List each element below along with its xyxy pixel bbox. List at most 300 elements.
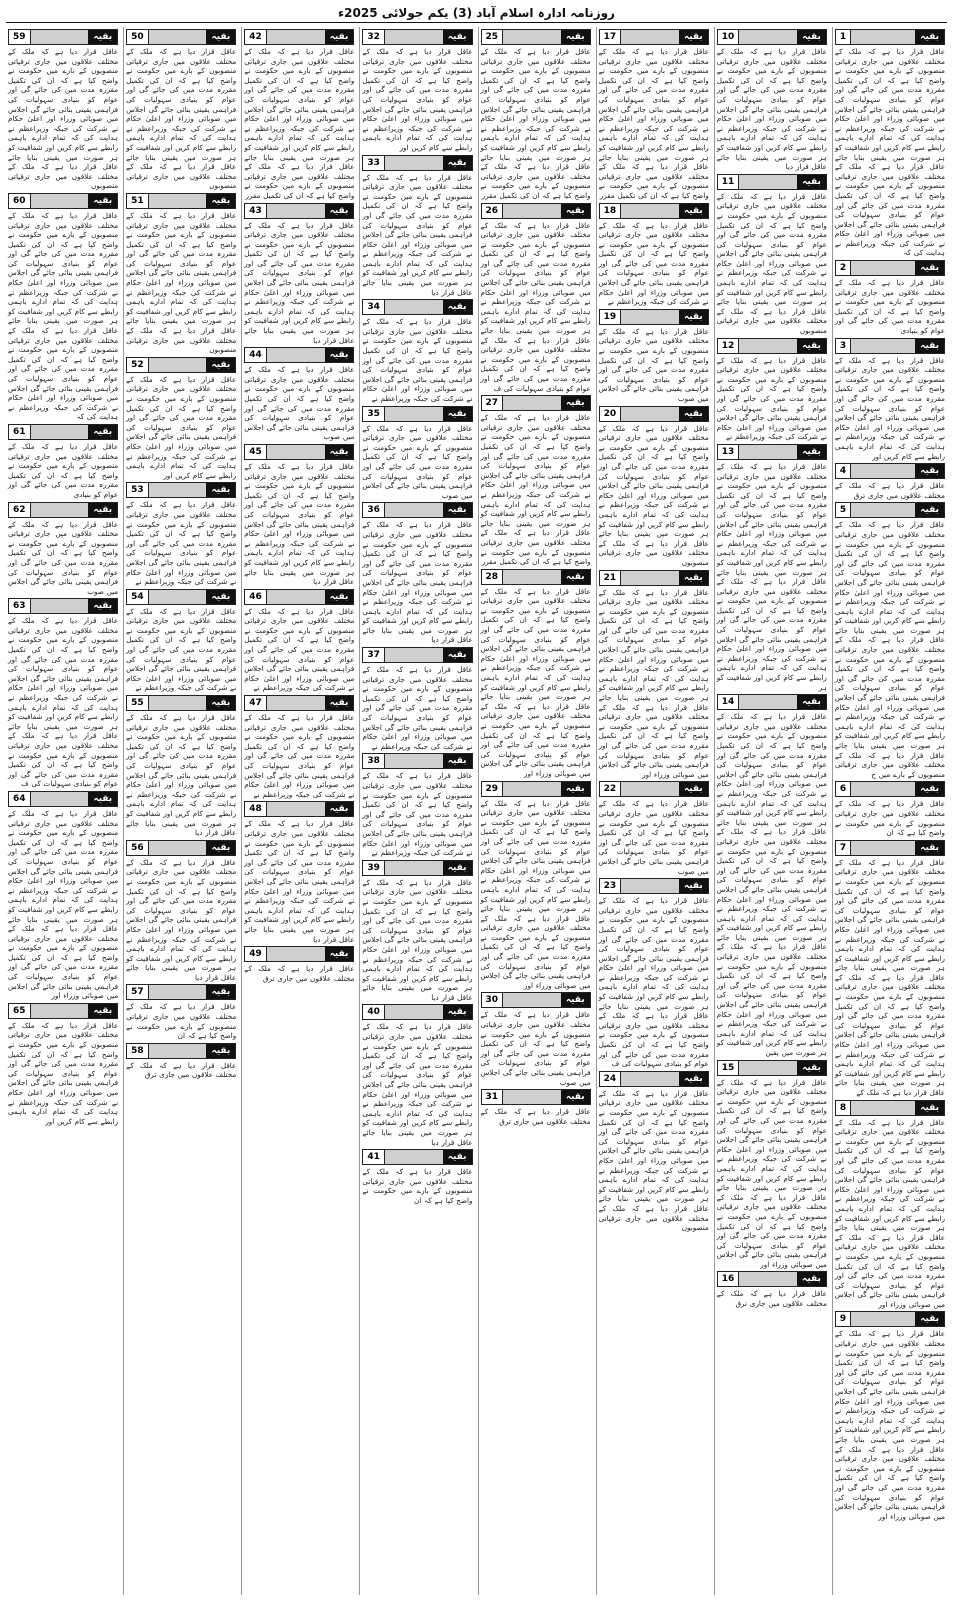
article-text: عاقل قرار دیا ہے کہ ملک کے مختلف علاقوں میں جاری ترقیاتی منصوبوں کے بارے میں حکومت نے واضح کیا ہے کہ ان کی تکمیل مقررہ مدت میں کی جائے گی اور عوام کو بنیادی سہولیات کی فراہمی یقینی بنائی جائے گی اجلاس میں صوبائی وزراء اور اعلیٰ حکام نے شرکت کی جبکہ وزیراعظم نے ہدایت کی کہ تمام ادارے باہمی رابطے سے کام کریں اور شفافیت کو ہر صورت میں یقینی بنایا جائے عاقل قرار دیا ہے کہ ملک کے مختلف علاقوں میں جاری ترقیاتی منصوبوں (126, 210, 237, 355)
label-bar (621, 310, 679, 324)
continued-word: بقیہ (797, 30, 826, 44)
continued-label (362, 1004, 472, 1020)
label-bar (851, 1101, 915, 1115)
continued-item (244, 589, 354, 693)
continued-item (717, 1060, 827, 1270)
article-text: عاقل قرار دیا ہے کہ ملک کے مختلف علاقوں میں جاری ترقیاتی منصوبوں کے بارے میں حکومت نے واضح کیا ہے کہ ان کی تکمیل مقررہ مدت میں کی جائے گی اور عوام کو بنیادی سہولیات کی فراہمی یقینی بنائی جائے گی اجلاس میں صوبائی وزراء اور اعلیٰ حکام نے شرکت کی جبکہ وزیراعظم نے ہدایت کی کہ تمام ادارے باہمی رابطے سے کام کریں اور (834, 355, 945, 461)
continued-item (362, 155, 472, 298)
article-text: عاقل قرار دیا ہے کہ ملک کے مختلف علاقوں میں جاری ترقیاتی منصوبوں کے بارے میں حکومت نے واضح کیا ہے کہ ان (126, 1002, 237, 1041)
label-bar (385, 300, 443, 314)
continued-label (126, 357, 236, 373)
article-text: عاقل قرار دیا ہے کہ ملک کے مختلف علاقوں میں جاری ترقیاتی منصوبوں کے بارے میں حکومت نے واضح کیا ہے کہ ان کی تکمیل مقررہ مدت میں کی جائے گی اور عوام کو بنیادی سہولیات کی فراہمی یقینی بنائی جائے گی اجلاس میں صوبائی وزراء اور اعلیٰ حکام نے شرکت کی جبکہ وزیراعظم نے ہدایت کی کہ تمام ادارے باہمی رابطے سے کام کریں اور شفافیت کو ہر صورت میں یقینی بنایا جائے عاقل قرار دیا ہے کہ ملک کے مختلف علاقوں میں جاری ترقیاتی منصوبوں کے بارے میں حکومت نے واضح کیا ہے کہ ان کی تکمیل مقررہ مدت میں کی جائے گی اور عوام کو بنیادی سہولیات کی فراہمی یقینی بنائی جائے گی اجلاس میں صوبائی وزراء اور اعلیٰ حکام نے شرکت کی جبکہ وزیراعظم نے ہدایت کی کہ تمام ادارے باہمی رابطے سے کام کریں اور شفافیت کو ہر صورت میں یقینی بنایا جائے عاقل قرار دیا ہے کہ ملک کے (834, 857, 945, 1097)
continued-item (362, 647, 472, 751)
continued-item (481, 1089, 591, 1126)
label-bar (31, 194, 89, 208)
continued-item (126, 695, 236, 838)
continued-label (835, 502, 945, 518)
continued-word: بقیہ (797, 695, 826, 709)
label-bar (267, 348, 325, 362)
article-text: عاقل قرار دیا ہے کہ ملک کے مختلف علاقوں میں جاری ترقیاتی منصوبوں کے بارے میں حکومت نے واضح کیا ہے کہ ان کی تکمیل مقررہ مدت میں کی جائے گی اور عوام کو بنیادی سہولیات کی فراہمی یقینی بنائی جائے گی اجلاس میں صوبائی وزراء اور اعلیٰ حکام نے شرکت کی جبکہ وزیراعظم نے ہدایت کی کہ تمام ادارے باہمی رابطے سے کام کریں اور شفافیت کو ہر صورت میں یقینی بنایا جائے عاقل قرار دیا ہے کہ ملک کے مختلف علاقوں میں جاری ترقیاتی منصوبوں کے بارے میں حکومت نے واضح کیا ہے کہ ان کی تکمیل مقرر (480, 413, 591, 567)
continued-label (8, 29, 118, 45)
continued-number: 54 (127, 590, 149, 604)
continued-label (126, 29, 236, 45)
continued-number: 55 (127, 696, 149, 710)
label-bar (267, 445, 325, 459)
continued-number: 21 (600, 571, 622, 585)
article-text: عاقل قرار دیا ہے کہ ملک کے مختلف علاقوں میں جاری ترقیاتی منصوبوں کے بارے میں حکومت نے واضح کیا ہے کہ ان کی تکمیل مقررہ مدت میں کی جائے گی اور عوام کو بنیادی سہولیات کی فراہمی یقینی بنائی جائے گی اجلاس میں صوبائی وزراء اور اعلیٰ حکام نے شرکت کی جبکہ وزیراعظم نے ہدایت کی کہ تمام ادارے باہمی رابطے سے کام کریں اور شفافیت کو ہر صورت میں یقینی بنایا جائے عاقل قرار دیا ہے کہ ملک کے مختلف علاقوں میں جاری ترقیاتی منصوبوں کے بارے میں حکومت نے واضح کیا ہے کہ ان کی تکمیل مقررہ مدت میں کی جائے گی اور عوام کو بنیادی سہولیات کی فراہمی یقینی بنائی جائے گی اجلاس میں صوبائی وزراء اور (598, 587, 709, 779)
continued-word: بقیہ (88, 194, 117, 208)
continued-word: بقیہ (88, 503, 117, 517)
continued-word: بقیہ (561, 1090, 590, 1104)
continued-item (126, 589, 236, 693)
article-text: عاقل قرار دیا ہے کہ ملک کے مختلف علاقوں میں جاری ترقیاتی منصوبوں کے بارے میں حکومت نے واضح کیا ہے کہ ان کی تکمیل مقررہ مدت میں کی جائے گی اور عوام کو بنیادی سہولیات کی فراہمی یقینی بنائی جائے گی اجلاس میں صوبائی وزراء اور اعلیٰ حکام نے شرکت کی جبکہ وزیراعظم نے ہدایت کی کہ تمام ادارے باہمی رابطے سے کام کریں اور شفافیت کو ہر صورت میں یقینی بنایا جائے عاقل قرار دیا ہے کہ ملک کے مختلف علاقوں میں جاری ترقیاتی منصوبوں کے بارے میں حکومت نے واضح کیا ہے کہ ان کی تکمیل مقررہ مدت میں کی جائے گی اور عوام کو بنیادی سہولیات کی فراہمی یقینی بنائی جائے گی اجلاس میں صوبائی وزراء اور (834, 1117, 945, 1309)
label-bar (385, 1150, 443, 1164)
continued-word: بقیہ (88, 599, 117, 613)
article-text: عاقل قرار دیا ہے کہ ملک کے مختلف علاقوں میں جاری ترقیاتی منصوبوں کے بارے میں حکومت نے واضح کیا ہے کہ ان کی تکمیل مقررہ مدت میں کی جائے گی اور عوام کو بنیادی سہولیات کی فراہمی یقینی بنائی جائے گی اجلاس میں صوبائی وزراء اور اعلیٰ حکام نے شرکت کی جبکہ وزیراعظم نے ہدایت کی کہ تمام ادارے باہمی رابطے سے کام کریں اور شفافیت کو ہر صورت میں یقینی بنایا جائے عاقل قرار دیا ہے کہ ملک کے مختلف علاقوں میں جاری ترقیاتی منصوبوں کے بارے میں حکومت نے واضح کیا ہے کہ ان کی تکمیل مقررہ مدت میں کی جائے گی اور عوام کو بنیادی سہولیات کی ف (8, 616, 119, 789)
article-text: عاقل قرار دیا ہے کہ ملک کے مختلف علاقوں میں جاری ترقیاتی منصوبوں کے بارے میں حکومت نے واضح کیا ہے کہ ان کی تکمیل مقررہ مدت میں کی جائے گی اور عوام کو بنیادی (8, 441, 119, 499)
continued-item (599, 1071, 709, 1233)
continued-label (599, 878, 709, 894)
continued-number: 56 (127, 841, 149, 855)
continued-item (244, 29, 354, 201)
continued-number: 53 (127, 483, 149, 497)
text-column (832, 27, 947, 1595)
article-text: عاقل قرار دیا ہے کہ ملک کے مختلف علاقوں میں جاری ترقیاتی منصوبوں کے بارے میں حکومت نے واضح کیا ہے کہ ان کی تکمیل مقررہ مدت میں کی جائے گی اور عوام کو بنیادی سہولیات کی فراہمی یقینی بنائی جائے گی اجلاس میں صوبائی وزراء اور اعلیٰ حکام نے شرکت کی جبکہ وزیراعظم نے ہدایت کی کہ تمام ادارے باہمی رابطے سے کام کریں اور شفافیت کو ہر صورت میں یقینی بنایا جائے عاقل قرار دیا ہے کہ ملک کے مختلف علاقوں میں جاری ترقیاتی منصوبوں (8, 47, 119, 191)
label-bar (503, 570, 561, 584)
continued-label (244, 347, 354, 363)
article-text: عاقل قرار دیا ہے کہ ملک کے مختلف علاقوں میں جاری ترقیاتی منصوبوں کے بارے میں حکومت نے واضح کیا ہے کہ ان کی تکمیل مقررہ مدت میں کی جائے گی اور عوام کو بنیادی سہولیات کی فراہمی یقینی بنائی جائے گی اجلاس میں صوبائی وزراء اور اعلیٰ حکام نے شرکت کی جبکہ وزیراعظم نے ہدایت کی کہ تمام ادارے باہمی رابطے سے کام کریں اور شفافیت کو ہر صورت میں یقینی بنایا جائے عاقل قرار دیا ہے کہ ملک کے مختلف علاقوں میں جاری ترقیاتی منصوبوں کے بارے میں حکومت نے واضح کیا ہے کہ ان کی تکمیل مقررہ مدت میں کی جائے گی اور عوام کو بنیادی سہولیات کی فراہمی یقینی بنائی جائے گی اجلاس میں صوبائی وزراء اور (716, 1077, 827, 1269)
label-bar (149, 358, 207, 372)
continued-item (481, 569, 591, 779)
article-text: عاقل قرار دیا ہے کہ ملک کے مختلف علاقوں میں جاری ترقیاتی منصوبوں کے بارے میں حکومت نے واضح کیا ہے کہ ان کی تکمیل مقررہ مدت میں کی جائے گی اور عوام کو بنیادی سہولیات کی فراہمی یقینی بنائی جائے گی اجلاس میں صوبائی وزراء اور اعلیٰ حکام نے شرکت کی جبکہ وزیراعظم نے ہدایت کی کہ تمام ادارے باہمی رابطے سے کام کریں اور شفافیت کو ہر صورت میں یقینی بنایا جائے عاقل قرار دیا ہے کہ ملک کے مختلف علاقوں میں جاری ترقیاتی منصوبوں کے بارے میں حکومت نے واضح کیا ہے کہ ان کی تکمیل مقررہ مدت میں کی جائے گی اور عوام کو بنیادی سہولیات کی ف (480, 220, 591, 393)
continued-number: 13 (718, 445, 740, 459)
continued-number: 62 (9, 503, 31, 517)
continued-word: بقیہ (679, 310, 708, 324)
article-text: عاقل قرار دیا ہے کہ ملک کے مختلف علاقوں میں جاری ترقیاتی منصوبوں کے بارے میں حکومت نے واضح کیا ہے کہ ان کی تکمیل مقررہ مدت میں کی جائے گی اور عوام کو بنیادی سہولیات کی فراہمی یقینی بنائی جائے گی اجلاس میں صوبائی وزراء اور اعلیٰ حکام نے شرکت کی جبکہ وزیراعظم نے ہدایت کی کہ تمام ادارے باہمی رابطے سے کام کریں اور شفافیت کو ہر صورت میں یقینی بنایا جائے عاقل قرار دیا ہے کہ ملک کے مختلف علاقوں میں جاری ترقیاتی منصوبوں کے بارے میں حکومت نے واضح کیا ہے کہ ان کی تکمیل مقررہ مدت میں کی جائے گی اور عوام کو بنیادی سہولیات کی فراہمی یقینی بنائی جائے گی اجلاس میں صوبائی وزراء اور (480, 798, 591, 990)
continued-word: بقیہ (915, 339, 944, 353)
label-bar (31, 792, 89, 806)
label-bar (621, 571, 679, 585)
article-text: عاقل قرار دیا ہے کہ ملک کے مختلف علاقوں میں جاری ترقیاتی منصوبوں کے بارے میں حکومت نے واضح کیا ہے کہ ان کی تکمیل مقررہ مدت میں کی جائے گی اور عوام کو بنیادی سہولیات کی فراہمی یقینی بنائی جائے گی اجلاس میں صوبائی وزراء اور اعلیٰ حکام نے شرکت کی جبکہ وزیراعظم نے (126, 606, 237, 693)
label-bar (621, 1072, 679, 1086)
continued-number: 48 (245, 802, 267, 816)
continued-number: 35 (363, 407, 385, 421)
label-bar (851, 503, 915, 517)
continued-label (362, 860, 472, 876)
continued-number: 36 (363, 503, 385, 517)
continued-number: 7 (836, 841, 851, 855)
continued-item (8, 598, 118, 789)
continued-label (244, 203, 354, 219)
label-bar (503, 396, 561, 410)
continued-label (244, 589, 354, 605)
label-bar (851, 339, 915, 353)
continued-number: 11 (718, 175, 740, 189)
continued-word: بقیہ (443, 861, 472, 875)
label-bar (385, 156, 443, 170)
continued-word: بقیہ (679, 204, 708, 218)
continued-word: بقیہ (915, 261, 944, 275)
continued-label (362, 29, 472, 45)
article-text: عاقل قرار دیا ہے کہ ملک کے مختلف علاقوں میں جاری ترقیاتی منصوبوں کے بارے میں حکومت نے واضح کیا ہے کہ ان کی تکمیل مقررہ مدت میں کی جائے گی اور عوام کو بنیادی سہولیات کی فراہمی یقینی بنائی جائے گی اجلاس میں صوب (244, 365, 355, 442)
label-bar (149, 30, 207, 44)
continued-word: بقیہ (443, 503, 472, 517)
continued-number: 41 (363, 1150, 385, 1164)
continued-word: بقیہ (679, 879, 708, 893)
continued-label (8, 193, 118, 209)
continued-word: بقیہ (797, 1272, 826, 1286)
article-text: عاقل قرار دیا ہے کہ ملک کے مختلف علاقوں میں جاری ترقیاتی منصوبوں کے بارے میں حکومت نے واضح کیا ہے کہ ان کی تکمیل مقررہ مدت میں کی جائے گی اور عوام کو بنیادی سہولیات کی فراہمی یقینی بنائی جائے گی اجلاس میں صوبائی وزراء اور اعلیٰ حکام نے شرکت کی جبکہ وزیراعظم نے ہدایت کی کہ تمام ادارے باہمی رابطے سے کام کریں اور شفافیت کو ہر صورت میں یقینی بنایا جائے عاقل قرار دیا (244, 220, 355, 345)
continued-word: بقیہ (88, 30, 117, 44)
article-text: عاقل قرار دیا ہے کہ ملک کے مختلف علاقوں میں جاری ترقیاتی منصوبوں کے بارے میں حکومت نے واضح کیا ہے کہ ان کی تکمیل مقررہ مدت میں کی جائے گی اور عوام کو بنیادی سہولیات کی فراہمی یقینی بنائی جائے گی اجلاس میں صوبائی وزراء اور اعلیٰ حکام نے شرکت کی جبکہ وزیراعظم نے ہدایت کی کہ تمام ادارے باہمی رابطے سے کام کریں اور (126, 374, 237, 480)
continued-label (599, 203, 709, 219)
continued-word: بقیہ (325, 590, 354, 604)
continued-item (126, 357, 236, 481)
continued-number: 57 (127, 985, 149, 999)
label-bar (385, 30, 443, 44)
continued-label (717, 29, 827, 45)
continued-word: بقیہ (443, 30, 472, 44)
label-bar (851, 782, 915, 796)
continued-word: بقیہ (206, 483, 235, 497)
article-text: عاقل قرار دیا ہے کہ ملک کے مختلف علاقوں میں جاری ترقیاتی منصوبوں کے بارے میں حکومت نے واضح کیا ہے کہ ان کی تکمیل مقررہ مدت میں کی جائے گی اور عوام کو بنیادی سہولیات کی فراہمی یقینی بنائی جائے گی اجلاس میں صوبائی وزراء اور اعلیٰ حکام نے شرکت کی جبکہ وزیراعظم نے ہدایت کی کہ تمام ادارے باہمی رابطے سے کام کریں اور (362, 47, 473, 152)
label-bar (31, 503, 89, 517)
continued-number: 9 (836, 1312, 851, 1326)
label-bar (621, 204, 679, 218)
continued-word: بقیہ (797, 339, 826, 353)
continued-number: 4 (836, 464, 851, 478)
article-text: عاقل قرار دیا ہے کہ ملک کے مختلف علاقوں میں جاری ترقیاتی منصوبوں کے بارے میں حکومت نے واضح کیا ہے کہ ان کی تکمیل مقررہ مدت میں کی جائے گی اور عوام کو بنیادی سہولیات کی فراہمی یقینی بنائی جائے گی اجلاس میں صوب (480, 1010, 591, 1087)
label-bar (503, 30, 561, 44)
continued-label (8, 424, 118, 440)
article-text: عاقل قرار دیا ہے کہ ملک کے مختلف علاقوں میں جاری ترقیاتی منصوبوں کے بارے میں حکومت نے واضح کیا ہے کہ ان کی تکمیل مقررہ مدت میں کی جائے گی اور عوام کو بنیادی سہولیات کی فراہمی یقینی بنائی جائے گی اجلاس میں صوبائی وزراء اور اعلیٰ حکام نے شرکت کی جبکہ وزیراعظم نے (362, 665, 473, 751)
label-bar (851, 261, 915, 275)
continued-number: 42 (245, 30, 267, 44)
article-text: عاقل قرار دیا ہے کہ ملک کے مختلف علاقوں میں جاری ترقیاتی منصوبوں کے بارے میں حکومت نے واضح کیا ہے کہ ان کی تکمیل مقررہ مدت میں کی جائے گی اور عوام کو بنیادی سہولیات کی فراہمی یقینی بنائی جائے گی اجلاس میں صوبائی وزراء اور اعلیٰ حکام نے شرکت کی جبکہ وزیراعظم نے ہدایت کی کہ تمام ادارے باہمی رابطے سے کام کریں اور شفافیت کو ہر صورت میں یقینی بنایا جائے عاقل قرار دیا ہے کہ ملک کے مختلف علاقوں میں جاری ترقیاتی منصوبوں کے بارے میں حکومت نے واضح کیا ہے کہ ان کی تکمیل مقررہ مدت میں کی جائے گی اور عوام کو بنیادی سہولیات کی ف (598, 896, 709, 1069)
continued-number: 38 (363, 754, 385, 768)
article-text: عاقل قرار دیا ہے کہ ملک کے مختلف علاقوں میں جاری ترقیاتی منصوبوں کے بارے میں حکومت نے واضح کیا ہے کہ ان کی تکمیل مقررہ مدت میں کی جائے گی اور عوام کو بنیادی سہولیات کی فراہمی یقینی بنائی جائے گی اجلاس میں صوبائی وزراء اور اعلیٰ حکام نے شرکت کی جبکہ وزیراعظم نے ہدایت کی کہ تمام ادارے باہمی رابطے سے کام کریں اور شفافیت کو ہر صورت میں یقینی بنایا جائے عاقل قرار دیا ہے کہ ملک کے مختلف علاقوں میں جاری ترقیاتی منصوبوں کے بارے میں حکومت نے واضح کیا ہے کہ ان کی تکمیل مقرر (480, 47, 591, 200)
continued-label (717, 338, 827, 354)
continued-number: 39 (363, 861, 385, 875)
continued-item (835, 840, 945, 1098)
article-text: عاقل قرار دیا ہے کہ ملک کے مختلف علاقوں میں جاری ترقیاتی منصوبوں کے بارے میں حکومت نے واضح کیا ہے کہ ان کی تکمیل مقررہ مدت میں کی جائے گی اور عوام کو بنیادی سہولیات کی فراہمی یقینی بنائی جائے گی اجلاس میں صوبائی وزراء اور اعلیٰ حکام نے شرکت کی جبکہ وزیراعظم نے (244, 713, 355, 799)
label-bar (385, 1005, 443, 1019)
continued-word: بقیہ (797, 1061, 826, 1075)
continued-label (244, 444, 354, 460)
continued-item (717, 694, 827, 1057)
continued-number: 17 (600, 30, 622, 44)
continued-item (362, 502, 472, 645)
continued-word: بقیہ (325, 348, 354, 362)
continued-number: 27 (482, 396, 504, 410)
label-bar (621, 782, 679, 796)
continued-item (244, 801, 354, 944)
continued-number: 49 (245, 947, 267, 961)
continued-number: 63 (9, 599, 31, 613)
continued-label (362, 299, 472, 315)
article-text: عاقل قرار دیا ہے کہ ملک کے مختلف علاقوں میں جاری ترقیاتی منصوبوں کے بارے میں حکومت نے واضح کیا ہے کہ ان کی تکمیل مقررہ مدت میں کی جائے گی اور عوام کو بنیادی سہولیات کی فراہمی یقینی بنائی جائے گی اجلاس میں صوبائی وزراء اور اعلیٰ حکام نے شرکت کی جبکہ وزیراعظم نے ہدایت کی کہ تمام ادارے باہمی رابطے سے کام کریں اور شفافیت کو ہر صورت میں یقینی بنایا جائے عاقل قرار دیا ہے کہ ملک کے مختلف علاقوں میں جاری ترقیاتی منصوبوں (598, 423, 709, 567)
label-bar (267, 590, 325, 604)
continued-number: 22 (600, 782, 622, 796)
continued-word: بقیہ (206, 696, 235, 710)
continued-word: بقیہ (679, 571, 708, 585)
continued-label (8, 791, 118, 807)
label-bar (739, 1272, 797, 1286)
article-text: عاقل قرار دیا ہے کہ ملک کے مختلف علاقوں میں جاری ترقیاتی منصوبوں کے بارے میں حکومت نے واضح کیا ہے کہ ان کی تکمیل مقررہ مدت میں کی جائے گی اور عوام کو بنیادی سہولیات کی فراہمی یقینی بنائی جائے گی اجلاس میں صوب (598, 799, 709, 876)
article-text: عاقل قرار دیا ہے کہ ملک کے مختلف علاقوں میں جاری ترقیاتی منصوبوں کے بارے میں حکومت نے واضح کیا ہے کہ ان کی تکمیل مقررہ مدت میں کی جائے گی اور عوام کو بنیادی سہولیات کی فراہمی یقینی بنائی جائے گی اجلاس میں صوبائی وزراء اور اعلیٰ حکام نے شرکت کی جبکہ وزیراعظم نے ہدایت کی کہ تمام ادارے باہمی رابطے سے کام کریں اور (8, 1020, 119, 1126)
continued-word: بقیہ (679, 1072, 708, 1086)
continued-number: 10 (718, 30, 740, 44)
continued-label (835, 260, 945, 276)
continued-word: بقیہ (561, 993, 590, 1007)
continued-label (717, 1060, 827, 1076)
text-column (714, 27, 829, 1595)
article-text: عاقل قرار دیا ہے کہ ملک کے مختلف علاقوں میں جاری ترقیاتی منصوبوں کے بارے میں حکومت نے واضح کیا ہے کہ ان کی تکمیل مقررہ مدت میں کی جائے گی اور عوام کو بنیادی سہولیات کی فراہمی یقینی بنائی جائے گی اجلاس میں صوبائی وزراء اور اعلیٰ حکام نے شرکت کی جبکہ وزیراعظم نے (126, 500, 237, 587)
continued-item (835, 29, 945, 258)
continued-label (362, 406, 472, 422)
continued-number: 31 (482, 1090, 504, 1104)
continued-word: بقیہ (325, 204, 354, 218)
continued-item (599, 29, 709, 201)
continued-word: بقیہ (797, 175, 826, 189)
continued-label (599, 406, 709, 422)
article-text: عاقل قرار دیا ہے کہ ملک کے مختلف علاقوں میں جاری ترقیاتی منصوبوں کے بارے میں حکومت نے واضح کیا ہے کہ ان کی تکمیل مقررہ مدت میں کی جائے گی اور عوام کو بنیادی سہولیات کی فراہمی یقینی بنائی جائے گی اجلاس میں صوبائی وزراء اور اعلیٰ حکام نے شرکت کی جبکہ وزیراعظم نے ہدایت کی کہ تمام ادارے باہمی رابطے سے کام کریں اور شفافیت کو ہر صورت میں یقینی بنایا جائے عاقل قرار دیا ہے کہ ملک کے مختلف علاقوں میں جاری ترقیاتی منصوبوں کے بارے میں حکومت نے واضح کیا ہے کہ ان کی تکمیل مقررہ مدت میں کی جائے گی اور عوام کو بنیادی سہولیات کی فراہمی یقینی بنائی جائے گی اجلاس میں صوبائی وزراء اور اعلیٰ حکام نے شرکت کی جبکہ وزیراعظم نے ہدایت کی کہ تمام ادارے باہمی رابطے سے کام کریں اور شفافیت کو ہر صورت میں یقینی بنایا جائے عاقل قرار دیا ہے کہ ملک کے مختلف علاقوں میں جاری ترقیاتی منصوبوں کے بارے میں حکومت نے واضح کیا ہے کہ ان کی تکمیل مقررہ مدت میں کی جائے گی اور عوام کو بنیادی سہولیات کی فراہمی یقینی بنائی جائے گی اجلاس میں صوبائی وزراء اور اعلیٰ حکام نے شرکت کی جبکہ وزیراعظم نے ہدایت کی کہ تمام ادارے باہمی رابطے سے کام کریں اور شفافیت کو ہر صورت میں یقین (716, 712, 827, 1057)
continued-word: بقیہ (443, 300, 472, 314)
continued-item (835, 502, 945, 779)
continued-item (362, 406, 472, 501)
continued-number: 43 (245, 204, 267, 218)
continued-number: 8 (836, 1101, 851, 1115)
label-bar (503, 1090, 561, 1104)
continued-item (8, 193, 118, 422)
article-text: عاقل قرار دیا ہے کہ ملک کے مختلف علاقوں میں جاری ترقیاتی منصوبوں کے بارے میں حکومت نے واضح کیا ہے کہ ان کی تکمیل مقررہ مدت میں کی جائے گی اور عوام کو بنیادی سہولیات کی فراہمی یقینی بنائی جائے گی اجلاس میں صوبائی وزراء اور اعلیٰ حکام نے شرکت کی جبکہ وزیراعظم نے ہدایت کی کہ تمام ادارے باہمی رابطے سے کام کریں اور شفافیت کو ہر صورت میں یقینی بنایا جائے عاقل قرار دیا (362, 172, 473, 297)
text-column (123, 27, 238, 1595)
continued-label (244, 29, 354, 45)
label-bar (739, 30, 797, 44)
continued-number: 12 (718, 339, 740, 353)
article-text: عاقل قرار دیا ہے کہ ملک کے مختلف علاقوں میں جاری ترقیاتی منصوبوں کے بارے میں حکومت نے واضح کیا ہے کہ ان (834, 799, 945, 838)
continued-number: 18 (600, 204, 622, 218)
continued-item (126, 1043, 236, 1080)
label-bar (621, 407, 679, 421)
continued-word: بقیہ (206, 194, 235, 208)
continued-word: بقیہ (915, 503, 944, 517)
label-bar (851, 1312, 915, 1326)
columns-container (6, 27, 947, 1595)
continued-item (835, 260, 945, 336)
continued-item (599, 203, 709, 307)
continued-word: بقیہ (325, 802, 354, 816)
continued-number: 29 (482, 782, 504, 796)
continued-number: 64 (9, 792, 31, 806)
article-text: عاقل قرار دیا ہے کہ ملک کے مختلف علاقوں میں جاری ترقیاتی منصوبوں کے بارے میں حکومت نے واضح کیا ہے کہ ان کی تکمیل مقررہ مدت میں کی جائے گی اور عوام کو بنیادی سہولیات کی فراہمی یقینی بنائی جائے گی اجلاس میں صوبائی وزراء اور اعلیٰ حکام نے شرکت کی جبکہ وزیراعظم نے ہدایت کی کہ تمام ادارے باہمی رابطے سے کام کریں اور شفافیت کو ہر صورت میں یقینی بنایا جائے عاقل قرار دیا (362, 520, 473, 645)
continued-word: بقیہ (679, 782, 708, 796)
continued-item (362, 1149, 472, 1205)
continued-label (835, 463, 945, 479)
continued-number: 15 (718, 1061, 740, 1075)
continued-item (8, 502, 118, 597)
continued-word: بقیہ (206, 985, 235, 999)
continued-number: 23 (600, 879, 622, 893)
continued-word: بقیہ (561, 30, 590, 44)
continued-word: بقیہ (206, 590, 235, 604)
continued-item (481, 992, 591, 1087)
continued-label (599, 570, 709, 586)
continued-label (362, 155, 472, 171)
continued-label (126, 589, 236, 605)
article-text: عاقل قرار دیا ہے کہ ملک کے مختلف علاقوں میں جاری ترقیاتی منصوبوں کے بارے میں حکومت نے واضح کیا ہے کہ ان کی تکمیل مقررہ مدت میں کی جائے گی اور عوام کو بنیادی سہولیات کی فراہمی یقینی بنائی جائے گی اجلاس میں صوبائی وزراء اور اعلیٰ حکام نے شرکت کی جبکہ وزیراعظم نے (244, 606, 355, 693)
continued-number: 24 (600, 1072, 622, 1086)
continued-number: 3 (836, 339, 851, 353)
label-bar (739, 339, 797, 353)
continued-word: بقیہ (679, 407, 708, 421)
continued-item (362, 29, 472, 153)
continued-item (126, 193, 236, 355)
continued-label (126, 840, 236, 856)
continued-word: بقیہ (88, 792, 117, 806)
label-bar (31, 599, 89, 613)
continued-number: 47 (245, 696, 267, 710)
continued-label (481, 29, 591, 45)
continued-item (362, 299, 472, 403)
continued-item (835, 1100, 945, 1310)
continued-label (362, 647, 472, 663)
continued-number: 61 (9, 425, 31, 439)
continued-word: بقیہ (206, 30, 235, 44)
continued-word: بقیہ (88, 425, 117, 439)
article-text: عاقل قرار دیا ہے کہ ملک کے مختلف علاقوں میں جاری ترقیاتی منصوبوں کے بارے میں حکومت نے واضح کیا ہے کہ ان کی تکمیل مقررہ مدت میں کی جائے گی اور عوام کو بنیادی سہولیات کی فراہمی یقینی بنائی جائے گی اجلاس میں صوبائی وزراء اور اعلیٰ حکام نے شرکت کی جبکہ وزیراعظم نے ہدایت کی کہ تمام ادارے باہمی رابطے سے کام کریں اور شفافیت کو ہر صورت میں یقینی بنایا جائے عاقل قرار دیا ہے کہ ملک کے مختلف علاقوں میں جاری ترقیاتی منصوبوں کے بارے میں حکومت نے واضح کیا ہے کہ ان کی تکمیل مقررہ مدت میں کی جائے گی اور عوام کو بنیادی سہولیات کی فراہمی یقینی بنائی جائے گی اجلاس میں صوبائی وزراء اور (480, 586, 591, 778)
article-text: عاقل قرار دیا ہے کہ ملک کے مختلف علاقوں میں جاری ترقیاتی منصوبوں کے بارے میں حکومت نے واضح کیا ہے کہ ان کی تکمیل مقررہ مدت میں کی جائے گی اور عوام کو بنیادی سہولیات کی فراہمی یقینی بنائی جائے گی اجلاس میں صوبائی وزراء اور اعلیٰ حکام نے شرکت کی جبکہ وزیراعظم نے ہدایت کی کہ تمام ادارے باہمی رابطے سے کام کریں اور شفافیت کو ہر صورت میں یقینی بنایا جائے عاقل قرار دیا (126, 713, 237, 838)
continued-label (835, 338, 945, 354)
label-bar (739, 695, 797, 709)
text-column (6, 27, 120, 1595)
continued-label (717, 174, 827, 190)
continued-number: 44 (245, 348, 267, 362)
continued-number: 34 (363, 300, 385, 314)
continued-label (481, 569, 591, 585)
continued-item (599, 309, 709, 404)
label-bar (149, 1044, 207, 1058)
continued-word: بقیہ (325, 445, 354, 459)
label-bar (31, 30, 89, 44)
continued-number: 19 (600, 310, 622, 324)
continued-number: 32 (363, 30, 385, 44)
continued-label (599, 781, 709, 797)
article-text: عاقل قرار دیا ہے کہ ملک کے مختلف علاقوں میں جاری ترق (834, 481, 945, 500)
article-text: عاقل قرار دیا ہے کہ ملک کے مختلف علاقوں میں جاری ترقیاتی منصوبوں کے بارے میں حکومت نے واضح کیا ہے کہ ان کی تکمیل مقررہ مدت میں کی جائے گی اور عوام کو بنیادی سہولیات کی فراہمی یقینی بنائی جائے گی اجلاس میں صوبائی وزراء اور اعلیٰ حکام نے شرکت کی جبکہ وزیراعظم نے ہدایت کی کہ تمام ادارے باہمی رابطے سے کام کریں اور شفافیت کو ہر صورت میں یقینی بنایا جائے عاقل قرار دیا (244, 461, 355, 587)
label-bar (31, 1004, 89, 1018)
continued-label (599, 309, 709, 325)
continued-number: 59 (9, 30, 31, 44)
label-bar (31, 425, 89, 439)
continued-number: 37 (363, 648, 385, 662)
continued-item (8, 791, 118, 1001)
label-bar (385, 503, 443, 517)
article-text: عاقل قرار دیا ہے کہ ملک کے مختلف علاقوں میں جاری ترقیاتی منصوبوں کے بارے میں حکومت نے واضح کیا ہے کہ ان کی تکمیل مقررہ مدت میں کی جائے گی اور عوام کو بنیادی سہولیات کی فراہمی یقینی بنائی جائے گی اجلاس میں صوب (8, 519, 119, 596)
label-bar (851, 841, 915, 855)
label-bar (149, 483, 207, 497)
continued-item (481, 203, 591, 394)
continued-item (717, 338, 827, 442)
continued-word: بقیہ (915, 841, 944, 855)
page-masthead: روزنامہ ادارہ اسلام آباد (3) یکم جولائی 2025ء (6, 4, 947, 23)
continued-number: 50 (127, 30, 149, 44)
continued-number: 58 (127, 1044, 149, 1058)
label-bar (503, 782, 561, 796)
article-text: عاقل قرار دیا ہے کہ ملک کے مختلف علاقوں میں جاری ترقیاتی منصوبوں کے بارے میں حکومت نے واضح کیا ہے کہ ان کی تکمیل مقررہ مدت میں کی جائے گی اور عوام کو بنیادی سہولیات کی فراہمی یقینی بنائی جائے گی اجلاس میں صوبائی وزراء اور اعلیٰ حکام نے شرکت کی جبکہ وزیراعظم نے ہدایت کی کہ تمام ادارے باہمی رابطے سے کام کریں اور شفافیت کو ہر صورت میں یقینی بنایا جائے عاقل قرار دیا ہے کہ ملک کے مختلف علاقوں میں جاری ترقیاتی منصوبوں کے بارے میں حکومت نے واضح کیا ہے کہ ان کی تکمیل مقررہ مدت میں کی جائے گی اور عوام کو بنیادی سہولیات کی فراہمی یقینی بنائی جائے گی اجلاس میں صوبائی وزراء اور اعلیٰ حکام نے شرکت کی جبکہ وزیراعظم نے ہدایت کی کہ تمام ادارے باہمی رابطے سے کام کریں اور شفافیت کو ہر (716, 461, 827, 692)
label-bar (267, 947, 325, 961)
continued-item (126, 29, 236, 191)
continued-item (835, 338, 945, 462)
continued-word: بقیہ (915, 1312, 944, 1326)
continued-word: بقیہ (325, 30, 354, 44)
continued-label (8, 1003, 118, 1019)
label-bar (385, 861, 443, 875)
continued-item (244, 203, 354, 346)
continued-item (244, 347, 354, 442)
continued-word: بقیہ (206, 358, 235, 372)
continued-item (8, 424, 118, 500)
continued-item (835, 781, 945, 837)
label-bar (267, 802, 325, 816)
continued-item (244, 695, 354, 799)
continued-word: بقیہ (915, 464, 944, 478)
continued-label (481, 203, 591, 219)
continued-label (126, 984, 236, 1000)
continued-item (717, 29, 827, 172)
continued-label (835, 1100, 945, 1116)
label-bar (739, 445, 797, 459)
continued-label (8, 598, 118, 614)
continued-word: بقیہ (206, 841, 235, 855)
continued-number: 28 (482, 570, 504, 584)
continued-label (362, 1149, 472, 1165)
continued-label (481, 1089, 591, 1105)
label-bar (851, 30, 915, 44)
continued-number: 20 (600, 407, 622, 421)
continued-number: 45 (245, 445, 267, 459)
continued-label (599, 1071, 709, 1087)
label-bar (851, 464, 915, 478)
continued-number: 51 (127, 194, 149, 208)
continued-word: بقیہ (679, 30, 708, 44)
continued-label (8, 502, 118, 518)
continued-item (481, 395, 591, 567)
continued-word: بقیہ (561, 204, 590, 218)
article-text: عاقل قرار دیا ہے کہ ملک کے مختلف علاقوں میں جاری ترق (244, 964, 355, 983)
continued-label (126, 193, 236, 209)
text-column (596, 27, 711, 1595)
continued-label (244, 946, 354, 962)
continued-word: بقیہ (443, 648, 472, 662)
continued-label (481, 992, 591, 1008)
continued-number: 26 (482, 204, 504, 218)
continued-label (126, 1043, 236, 1059)
article-text: عاقل قرار دیا ہے کہ ملک کے مختلف علاقوں میں جاری ترقیاتی منصوبوں کے بارے میں حکومت نے واضح کیا ہے کہ ان کی تکمیل مقررہ مدت میں کی جائے گی اور عوام کو بنیادی سہولیات کی فراہمی یقینی بنائی جائے گی اجلاس میں صوبائی وزراء اور اعلیٰ حکام نے شرکت کی جبکہ وزیراعظم نے ہدایت کی کہ تمام ادارے باہمی رابطے سے کام کریں اور شفافیت کو ہر صورت میں یقینی بنایا جائے عاقل قرار دیا ہے کہ ملک کے مختلف علاقوں میں جاری ترقیاتی منصوبوں کے بارے میں حکومت نے واضح کیا ہے کہ ان کی تکمیل مقرر (598, 47, 709, 200)
continued-label (599, 29, 709, 45)
article-text: عاقل قرار دیا ہے کہ ملک کے مختلف علاقوں میں جاری ترقیاتی منصوبوں کے بارے میں حکومت نے واضح کیا ہے کہ ان کی تکمیل مقررہ مدت میں کی جائے گی اور عوام کو بنیادی سہولیات کی فراہمی یقینی بنائی جائے گی اجلاس میں صوبائی وزراء اور اعلیٰ حکام نے شرکت کی جبکہ وزیراعظم نے ہدایت کی کہ تمام ادارے باہمی رابطے سے کام کریں اور شفافیت کو ہر صورت میں یقینی بنایا جائے عاقل قرار دیا ہے کہ ملک کے مختلف علاقوں میں جاری ترقیاتی منصوبوں (716, 191, 827, 336)
continued-label (362, 753, 472, 769)
continued-item (835, 463, 945, 500)
continued-word: بقیہ (561, 782, 590, 796)
label-bar (385, 648, 443, 662)
continued-item (244, 444, 354, 587)
continued-item (599, 570, 709, 780)
continued-item (8, 1003, 118, 1127)
article-text: عاقل قرار دیا ہے کہ ملک کے مختلف علاقوں میں جاری ترقیاتی منصوبوں کے بارے میں حکومت نے واضح کیا ہے کہ ان کی تکمیل مقررہ مدت میں کی جائے گی اور عوام کو بنیادی سہولیات کی فراہمی یقینی بنائی جائے گی اجلاس میں صوبائی وزراء اور اعلیٰ حکام نے شرکت کی جبکہ وزیراعظم نے ہدایت کی کہ تمام ادارے باہمی رابطے سے کام کریں اور شفافیت کو ہر صورت میں یقینی بنایا جائے عاقل قرار دیا ہے کہ ملک کے مختلف علاقوں میں جاری ترقیاتی منصوبوں (126, 47, 237, 191)
continued-label (835, 781, 945, 797)
label-bar (149, 194, 207, 208)
